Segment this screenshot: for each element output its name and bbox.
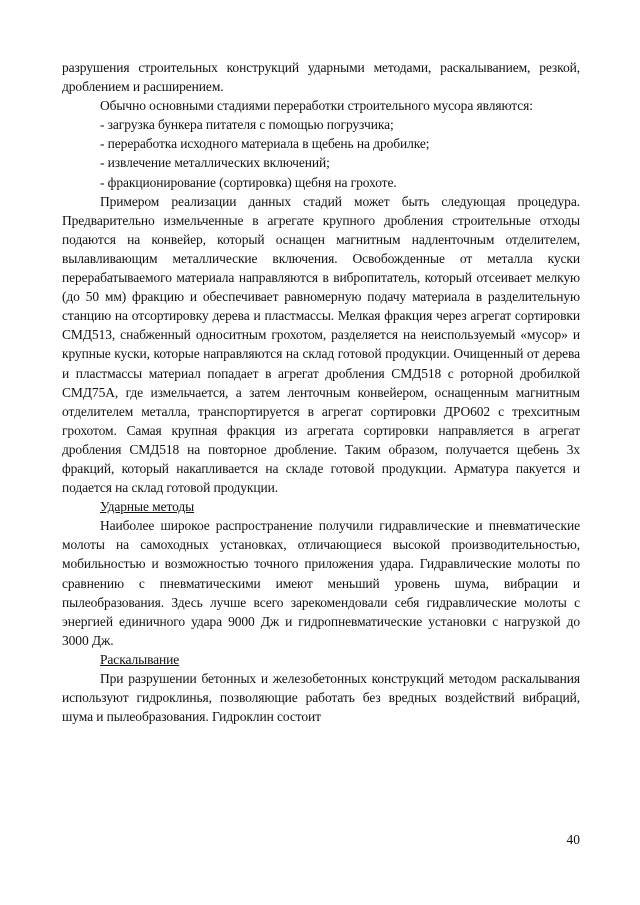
paragraph-procedure: Примером реализации данных стадий может быть следующая процедура. Предварительно измельченные в агрегате крупного дробления строительные отходы подаются на конвейер, который оснащен магнитным надленточным отделителем, вылавливающим металлические включения. Освобожденные от металла куски перерабатываемого материала направляются в вибропитатель, который отсеивает мелкую (до 50 мм) фракцию и обеспечивает равномерную подачу материала в разделительную станцию на отсортировку дерева и пластмассы. Мелкая фракция через агрегат сортировки СМД513, снабженный односитным грохотом, разделяется на неиспользуемый «мусор» и крупные куски, которые направляются на склад готовой продукции. Очищенный от дерева и пластмассы материал попадает в агрегат дробления СМД518 с роторной дробилкой СМД75А, где измельчается, а затем ленточным конвейером, оснащенным магнитным отделителем металла, транспортируется в агрегат сортировки ДРО602 с трехситным грохотом. Самая крупная фракция из агрегата сортировки направляется в агрегат дробления СМД518 на повторное дробление. Таким образом, получается щебень 3х фракций, который накапливается на складе готовой продукции. Арматура пакуется и подается на склад готовой продукции. [62,193,580,496]
stage-item: - фракционирование (сортировка) щебня на грохоте. [100,174,397,190]
stage-item: - извлечение металлических включений; [100,155,330,171]
section-heading-splitting: Раскалывание [100,651,180,667]
stage-item: - переработка исходного материала в щебень на дробилке; [100,136,430,152]
paragraph-impact-methods: Наиболее широкое распространение получили гидравлические и пневматические молоты на самоходных установках, отличающиеся высокой производительностью, мобильностью и возможностью точного приложения удара. Гидравлические молоты по сравнению с пневматическими имеют меньший уровень шума, вибрации и пылеобразования. Здесь лучше всего зарекомендовали себя гидравлические молоты с энергией единичного удара 9000 Дж и гидропневматические установки с нагрузкой до 3000 Дж. [62,518,580,648]
page-number: 40 [566,832,580,847]
paragraph-stages-intro: Обычно основными стадиями переработки строительного мусора являются: [100,98,533,114]
document-page [62,58,580,726]
paragraph-splitting: При разрушении бетонных и железобетонных конструкций методом раскалывания используют гидроклинья, позволяющие работать без вредных воздействий вибраций, шума и пылеобразования. Гидроклин состоит [62,671,580,725]
paragraph-intro-continuation: разрушения строительных конструкций ударными методами, раскалыванием, резкой, дроблением и расширением. [62,60,580,95]
section-heading-impact-methods: Ударные методы [100,499,195,515]
stage-item: - загрузка бункера питателя с помощью погрузчика; [100,117,394,133]
